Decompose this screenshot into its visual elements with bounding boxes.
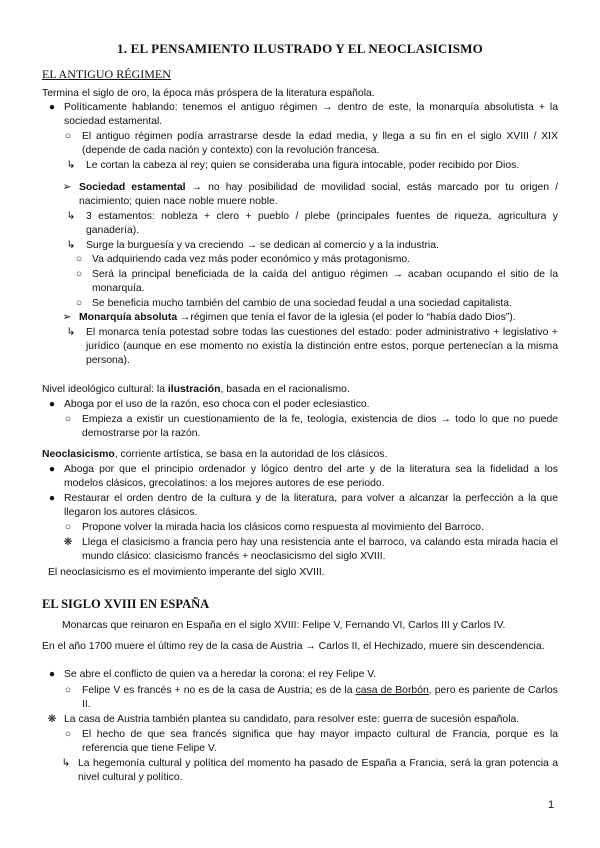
list-item-orden: Aboga por que el principio ordenador y lógico dentro del arte y de la literatura sea la fidelidad a los modelos clásicos, grecolatinos: a los mejores autores de ese periodo. <box>64 464 558 490</box>
list-item-propone: Propone volver la mirada hacia los clásicos como respuesta al movimiento del Barroco. <box>82 522 484 533</box>
ideologico-text-after: , basada en el racionalismo. <box>220 384 350 395</box>
casa-borbon-underlined: casa de Borbón <box>355 685 429 696</box>
star-bullet-icon: ❋ <box>63 537 73 548</box>
bullet-dot-icon: ● <box>48 669 56 680</box>
list-item-monarquia-absoluta <box>79 311 558 325</box>
list-item-felipe <box>82 684 558 712</box>
list-item-llega: Llega el clasicismo a francia pero hay una resistencia ante el barroco, va calando esta mirada hacia el mundo clásico: clasicismo francés + neoclasicismo del siglo XVIII. <box>82 537 558 563</box>
list-item-frances: El hecho de que sea francés significa que hay mayor impacto cultural de Francia, porque es la referencia que tiene Felipe V. <box>82 729 558 755</box>
list-item-politica: Políticamente hablando: tenemos el antiguo régimen → dentro de este, la monarquía absolutista + la sociedad estamental. <box>64 102 558 128</box>
list-item-monarca: El monarca tenía potestad sobre todas las cuestiones del estado: poder administrativo + legislativo + jurídico (aunque en ese momento no existía la distinción entre estos, porque pertenecían a la misma persona). <box>86 327 558 367</box>
ideologico-text-before: Nivel ideológico cultural: la <box>42 384 168 395</box>
sociedad-text: → no hay posibilidad de movilidad social, estás marcado por tu origen / nacimiento; quien nace noble muere noble. <box>79 182 558 208</box>
neoclasicismo-text: , corriente artística, se basa en la autoridad de los clásicos. <box>114 449 388 460</box>
sociedad-label: Sociedad estamental <box>79 182 186 193</box>
list-item-cuestionamiento: Empieza a existir un cuestionamiento de la fe, teología, existencia de dios → todo lo que no puede demostrarse por la razón. <box>82 414 558 440</box>
list-item-burguesia-0: Va adquiriendo cada vez más poder económico y más protagonismo. <box>92 254 411 265</box>
list-item-restaurar: Restaurar el orden dentro de la cultura y de la literatura, para volver a alcanzar la perfección a la que llegaron los autores clásicos. <box>64 493 558 519</box>
list-item-antiguo-regimen: El antiguo régimen podía arrastrarse desde la edad media, y llega a su fin en el siglo XVIII / XIX (depende de cada nación y contexto) con la revolución francesa. <box>82 131 558 157</box>
arrowhead-bullet-icon: ➢ <box>62 312 72 323</box>
page-title: 1. EL PENSAMIENTO ILUSTRADO Y EL NEOCLASICISMO <box>117 41 483 56</box>
bullet-dot-icon: ● <box>48 493 56 504</box>
bullet-circle-icon: ○ <box>64 414 72 425</box>
bullet-dot-icon: ● <box>48 464 56 475</box>
list-item-razon: Aboga por el uso de la razón, eso choca con el poder eclesiastico. <box>64 399 370 410</box>
bullet-circle-icon: ○ <box>64 131 72 142</box>
bullet-circle-icon: ○ <box>64 685 72 696</box>
ilustracion-bold: ilustración <box>167 384 221 395</box>
list-item-hegemonia: La hegemonía cultural y política del momento ha pasado de España a Francia, será la gran potencia a nivel cultural y político. <box>78 758 558 784</box>
intro-paragraph: Termina el siglo de oro, la época más próspera de la literatura española. <box>42 88 375 99</box>
page-number: 1 <box>548 799 555 811</box>
list-item-burguesia-2: Se beneficia mucho también del cambio de una sociedad feudal a una sociedad capitalista. <box>92 298 512 309</box>
felipe-text-after: , pero es pariente de Carlos II. <box>82 685 558 711</box>
neoclasicismo-bold: Neoclasicismo <box>42 449 115 460</box>
monarquia-text: →régimen que tenía el favor de la iglesia (el poder lo “había dado Dios”). <box>177 312 516 323</box>
bullet-dot-icon: ● <box>48 102 56 113</box>
star-bullet-icon: ❋ <box>47 714 57 725</box>
hook-arrow-icon: ↳ <box>66 240 76 251</box>
hook-arrow-icon: ↳ <box>66 160 76 171</box>
felipe-text-before: Felipe V es francés + no es de la casa de Austria; es de la <box>82 685 356 696</box>
bullet-circle-icon: ○ <box>75 269 83 280</box>
list-item-burguesia: Surge la burguesía y va creciendo → se dedican al comercio y a la industria. <box>86 240 439 251</box>
monarcas-paragraph: Monarcas que reinaron en España en el siglo XVIII: Felipe V, Fernando VI, Carlos III y Carlos IV. <box>62 620 506 631</box>
ano1700-paragraph: En el año 1700 muere el último rey de la casa de Austria → Carlos II, el Hechizado, muere sin descendencia. <box>42 641 545 652</box>
list-item-estamentos: 3 estamentos: nobleza + clero + pueblo / plebe (principales fuentes de riqueza, agricultura y ganadería). <box>86 211 558 237</box>
section-heading-antiguo-regimen: EL ANTIGUO RÉGIMEN <box>42 67 171 81</box>
list-item-burguesia-1: Será la principal beneficiada de la caída del antiguo régimen → acaban ocupando el sitio de la monarquía. <box>92 269 558 295</box>
neoclasicismo-imperante: El neoclasicismo es el movimiento imperante del siglo XVIII. <box>48 567 325 578</box>
list-item-cabeza-rey: Le cortan la cabeza al rey; quien se consideraba una figura intocable, poder recibido por Dios. <box>86 160 520 171</box>
bullet-circle-icon: ○ <box>75 254 83 265</box>
neoclasicismo-paragraph <box>42 448 558 462</box>
list-item-casa-austria: La casa de Austria también plantea su candidato, para resolver este: guerra de sucesión española. <box>64 714 520 725</box>
ideologico-paragraph <box>42 383 558 397</box>
arrowhead-bullet-icon: ➢ <box>62 182 72 193</box>
hook-arrow-icon: ↳ <box>66 211 76 222</box>
monarquia-label: Monarquía absoluta <box>79 312 178 323</box>
bullet-circle-icon: ○ <box>75 298 83 309</box>
bullet-dot-icon: ● <box>48 399 56 410</box>
list-item-sociedad-estamental <box>79 181 558 209</box>
hook-arrow-icon: ↳ <box>66 327 76 338</box>
list-item-conflicto: Se abre el conflicto de quien va a heredar la corona: el rey Felipe V. <box>64 669 377 680</box>
hook-arrow-icon: ↳ <box>61 758 71 769</box>
bullet-circle-icon: ○ <box>64 729 72 740</box>
bullet-circle-icon: ○ <box>64 522 72 533</box>
section-heading-siglo-xviii: EL SIGLO XVIII EN ESPAÑA <box>42 597 210 611</box>
